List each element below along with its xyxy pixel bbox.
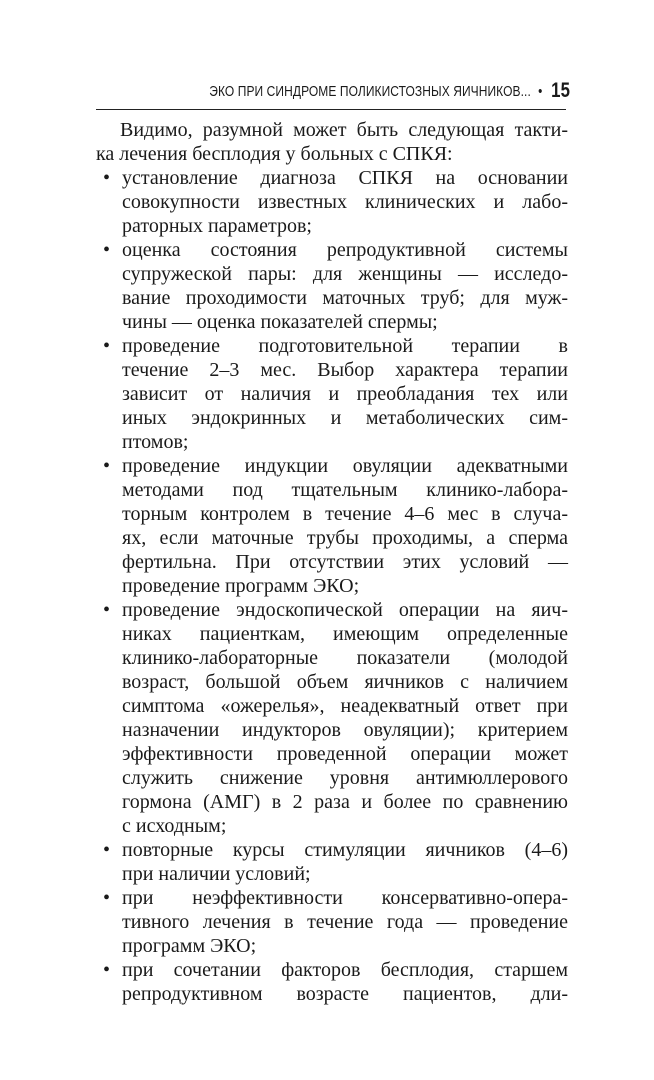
bullet-icon: • <box>103 959 111 981</box>
list-item <box>96 166 568 238</box>
item-line: иных эндокринных и метаболических сим- <box>122 407 568 429</box>
item-line: гормона (АМГ) в 2 раза и более по сравнению <box>122 791 568 813</box>
item-line: эффективности проведенной операции может <box>122 743 568 765</box>
header-rule <box>96 109 566 110</box>
item-line: возраст, большой объем яичников с наличием <box>122 671 568 693</box>
bullet-icon: • <box>103 335 111 357</box>
item-line: повторные курсы стимуляции яичников (4–6) <box>122 839 568 861</box>
item-line: торным контролем в течение 4–6 мес в случа- <box>122 503 568 525</box>
intro-line: ка лечения бесплодия у больных с СПКЯ: <box>96 143 453 165</box>
item-line: проведение эндоскопической операции на яич- <box>122 599 568 621</box>
item-line: проведение индукции овуляции адекватными <box>122 455 568 477</box>
bullet-icon: • <box>103 599 111 621</box>
item-line: клинико-лабораторные показатели (молодой <box>122 647 568 669</box>
body-text <box>96 118 568 1006</box>
item-line: оценка состояния репродуктивной системы <box>122 239 568 261</box>
bullet-icon: • <box>103 839 111 861</box>
item-line: назначении индукторов овуляции); критерием <box>122 719 568 741</box>
item-line: проведение программ ЭКО; <box>122 575 360 597</box>
item-line: никах пациенткам, имеющим определенные <box>122 623 568 645</box>
item-line: программ ЭКО; <box>122 935 257 957</box>
intro-paragraph <box>96 118 568 166</box>
item-line: при неэффективности консервативно-опера- <box>122 887 568 909</box>
bullet-icon: • <box>103 455 111 477</box>
item-line: репродуктивном возрасте пациентов, дли- <box>122 983 568 1005</box>
list-item <box>96 598 568 838</box>
list-item <box>96 238 568 334</box>
item-line: установление диагноза СПКЯ на основании <box>122 167 568 189</box>
item-line: тивного лечения в течение года — проведение <box>122 911 568 933</box>
item-line: проведение подготовительной терапии в <box>122 335 568 357</box>
intro-line: Видимо, разумной может быть следующая такти- <box>120 119 568 141</box>
header-separator: • <box>538 82 543 100</box>
bullet-icon: • <box>103 887 111 909</box>
item-line: служить снижение уровня антимюллерового <box>122 767 568 789</box>
list-item <box>96 454 568 598</box>
item-line: течение 2–3 мес. Выбор характера терапии <box>122 359 568 381</box>
list-item <box>96 838 568 886</box>
list-item <box>96 958 568 1006</box>
list-item <box>96 886 568 958</box>
item-line: симптома «ожерелья», неадекватный ответ при <box>122 695 568 717</box>
bullet-icon: • <box>103 239 111 261</box>
list-item <box>96 334 568 454</box>
item-line: вание проходимости маточных труб; для муж- <box>122 287 568 309</box>
item-line: фертильна. При отсутствии этих условий — <box>122 551 568 573</box>
item-line: зависит от наличия и преобладания тех или <box>122 383 568 405</box>
page-number: 15 <box>551 79 570 102</box>
item-line: совокупности известных клинических и лабо- <box>122 191 568 213</box>
item-line: при сочетании факторов бесплодия, старшем <box>122 959 568 981</box>
item-line: ях, если маточные трубы проходимы, а сперма <box>122 527 568 549</box>
item-line: методами под тщательным клинико-лабора- <box>122 479 568 501</box>
running-header <box>209 79 570 103</box>
item-line: чины — оценка показателей спермы; <box>122 311 438 333</box>
recommendations-list <box>96 166 568 1006</box>
item-line: при наличии условий; <box>122 863 311 885</box>
item-line: раторных параметров; <box>122 215 312 237</box>
running-title: ЭКО ПРИ СИНДРОМЕ ПОЛИКИСТОЗНЫХ ЯИЧНИКОВ... <box>209 82 531 100</box>
item-line: с исходным; <box>122 815 227 837</box>
bullet-icon: • <box>103 167 111 189</box>
item-line: супружеской пары: для женщины — исследо- <box>122 263 568 285</box>
item-line: птомов; <box>122 431 189 453</box>
